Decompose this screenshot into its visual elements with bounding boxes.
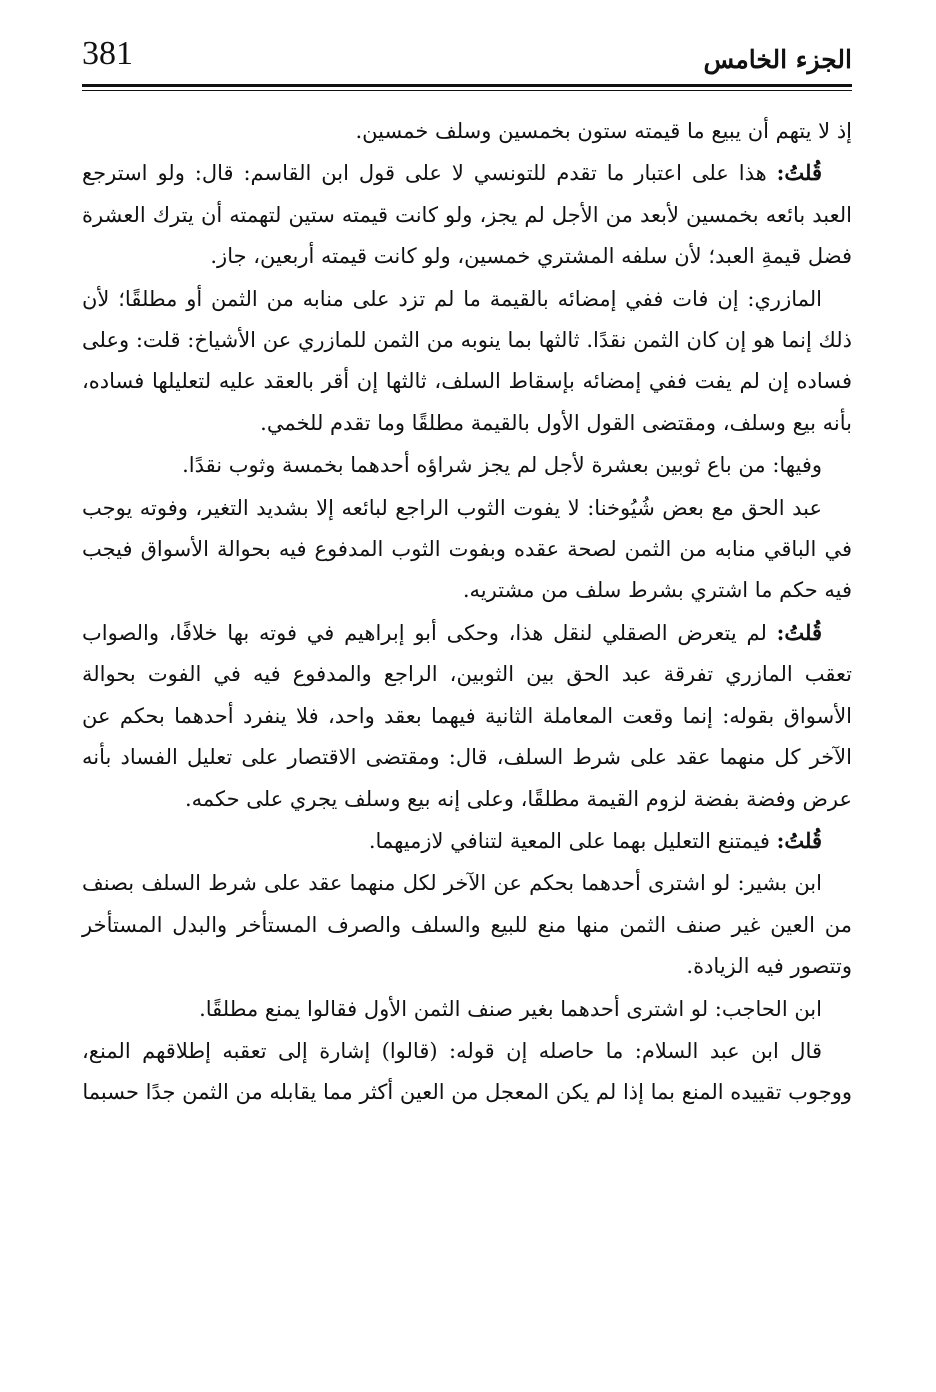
paragraph-text: ابن بشير: لو اشترى أحدهما بحكم عن الآخر لكل منهما عقد على شرط السلف بصنف من العين غير صنف الثمن منها منع للبيع والسلف والصرف المستأخر والبدل المستأخر وتتصور فيه الزيادة. bbox=[82, 871, 852, 979]
paragraph-4 bbox=[82, 444, 852, 486]
paragraph-6 bbox=[82, 612, 852, 820]
header-rule-thick bbox=[82, 84, 852, 87]
paragraph-text: عبد الحق مع بعض شُيُوخنا: لا يفوت الثوب الراجع لبائعه إلا بشديد التغير، وفوته يوجب في الباقي منابه من الثمن لصحة عقده وبفوت الثوب المدفوع فيه بحوالة الأسواق فيجب فيه حكم ما اشتري بشرط سلف من مشتريه. bbox=[82, 495, 852, 603]
paragraph-7 bbox=[82, 820, 852, 862]
paragraph-text: وفيها: من باع ثوبين بعشرة لأجل لم يجز شراؤه أحدهما بخمسة وثوب نقدًا. bbox=[182, 453, 822, 478]
paragraph-10 bbox=[82, 1030, 852, 1114]
paragraph-9 bbox=[82, 988, 852, 1030]
paragraph-5 bbox=[82, 487, 852, 612]
paragraph-text: فيمتنع التعليل بهما على المعية لتنافي لازميهما. bbox=[368, 828, 777, 853]
paragraph-text: لم يتعرض الصقلي لنقل هذا، وحكى أبو إبراهيم في فوته بها خلافًا، والصواب تعقب المازري تفرقة عبد الحق بين الثوبين، الراجع والمدفوع فيه في الفوت بحوالة الأسواق بقوله: إنما وقعت المعاملة الثانية فيهما بعقد واحد، فلا ينفرد أحدهما بحكم عن الآخر كل منهما عقد على شرط السلف، قال: ومقتضى الاقتصار على تعليل الفساد بأنه عرض وفضة بفضة لزوم القيمة مطلقًا، وعلى إنه بيع وسلف يجري على حكمه. bbox=[82, 620, 852, 811]
paragraph-8 bbox=[82, 862, 852, 987]
header-rule-thin bbox=[82, 90, 852, 91]
paragraph-text: المازري: إن فات ففي إمضائه بالقيمة ما لم تزد على منابه من الثمن أو مطلقًا؛ لأن ذلك إنما هو إن كان الثمن نقدًا. ثالثها بما ينوبه من الثمن للمازري عن الأشياخ: قلت: وعلى فساده إن لم يفت ففي إمضائه بإسقاط السلف، ثالثها إن أقر بالعقد عليه لتعليلها فساده، بأنه بيع وسلف، ومقتضى القول الأول بالقيمة مطلقًا وما تقدم للخمي. bbox=[82, 286, 852, 435]
paragraph-lead: قُلتُ: bbox=[776, 827, 822, 853]
book-page bbox=[82, 30, 852, 1370]
paragraph-3 bbox=[82, 278, 852, 445]
paragraph-lead: قُلتُ: bbox=[776, 160, 822, 186]
paragraph-text: ابن الحاجب: لو اشترى أحدهما بغير صنف الثمن الأول فقالوا يمنع مطلقًا. bbox=[199, 996, 822, 1021]
paragraph-text: إذ لا يتهم أن يبيع ما قيمته ستون بخمسين وسلف خمسين. bbox=[355, 119, 852, 143]
page-header bbox=[82, 30, 852, 86]
running-head-title: الجزء الخامس bbox=[703, 45, 852, 74]
paragraph-2 bbox=[82, 152, 852, 277]
paragraph-text: هذا على اعتبار ما تقدم للتونسي لا على قول ابن القاسم: قال: ولو استرجع العبد بائعه بخمسين لأبعد من الأجل لم يجز، ولو كانت قيمته ستين لتهمته أن يترك العشرة فضل قيمةِ العبد؛ لأن سلفه المشتري خمسين، ولو كانت قيمته أربعين، جاز. bbox=[82, 161, 852, 269]
paragraph-text: قال ابن عبد السلام: ما حاصله إن قوله: (قالوا) إشارة إلى تعقبه إطلاقهم المنع، ووجوب تقييده المنع بما إذا لم يكن المعجل من العين أكثر مما يقابله من الثمن جدًا حسبما bbox=[82, 1038, 852, 1105]
paragraph-lead: قُلتُ: bbox=[776, 619, 822, 645]
paragraph-1 bbox=[82, 110, 852, 152]
page-number: 381 bbox=[82, 35, 133, 72]
body-text bbox=[82, 110, 852, 1114]
